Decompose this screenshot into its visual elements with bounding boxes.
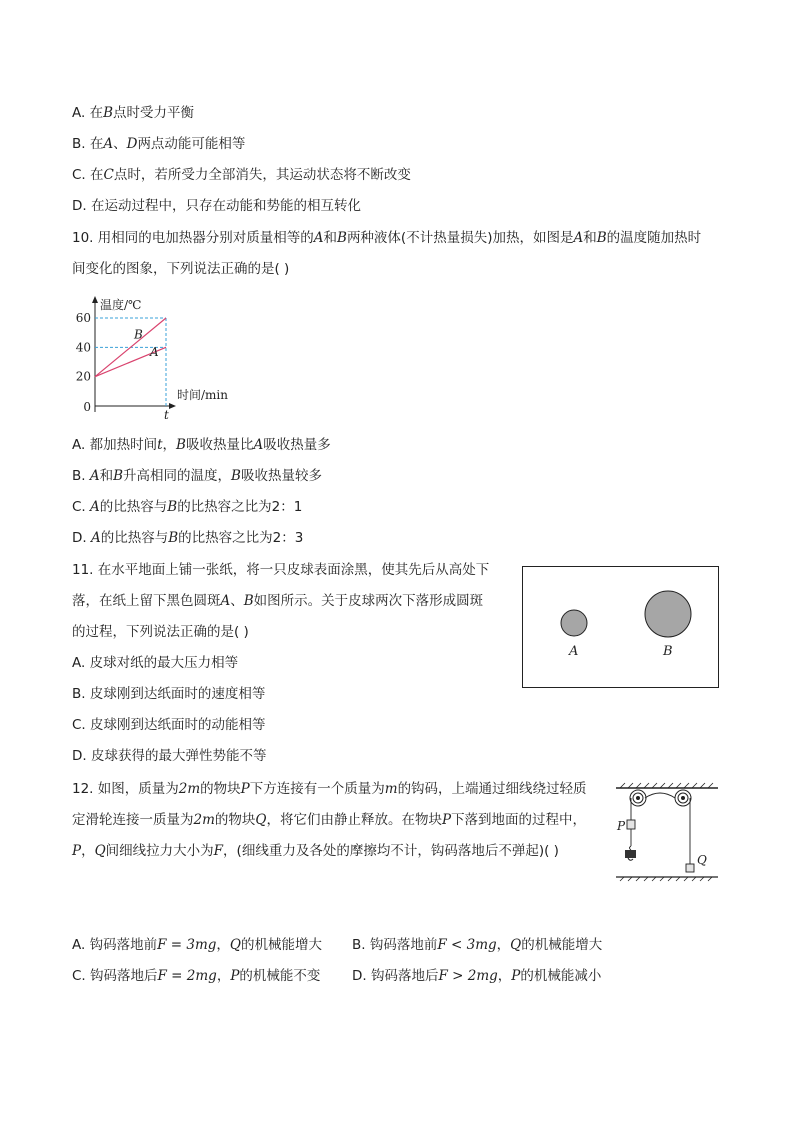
q12-option-c: C. 钩码落地后F = 2mg，P的机械能不变 bbox=[72, 968, 321, 984]
spot-a bbox=[561, 610, 587, 636]
block-q bbox=[686, 864, 694, 872]
q10-option-b: B. A和B升高相同的温度，B吸收热量较多 bbox=[72, 468, 322, 484]
spot-b bbox=[645, 591, 691, 637]
q11-stem-line3: 的过程，下列说法正确的是( ) bbox=[72, 624, 249, 640]
hook-weight bbox=[625, 850, 636, 858]
q10-temperature-chart bbox=[70, 292, 250, 420]
paper-sheet bbox=[523, 567, 719, 688]
chart-x-arrow bbox=[169, 403, 176, 409]
q12-pulley-figure bbox=[612, 780, 722, 886]
label-q: Q bbox=[697, 853, 707, 867]
chart-y-tick-60: 60 bbox=[75, 311, 91, 325]
q12-stem-line2: 定滑轮连接一质量为2m的物块Q，将它们由静止释放。在物块P下落到地面的过程中， bbox=[72, 812, 587, 828]
chart-y-arrow bbox=[92, 296, 98, 303]
label-p: P bbox=[617, 819, 626, 833]
chart-series-label-A: A bbox=[150, 345, 159, 360]
pulley-right bbox=[675, 790, 691, 806]
q12-option-b: B. 钩码落地前F < 3mg，Q的机械能增大 bbox=[352, 937, 603, 953]
q12-stem-line1: 12. 如图，质量为2m的物块P下方连接有一个质量为m的钩码，上端通过细线绕过轻质 bbox=[72, 781, 587, 797]
pulley-left bbox=[630, 790, 646, 806]
q11-stem-line1: 11. 在水平地面上铺一张纸，将一只皮球表面涂黑，使其先后从高处下 bbox=[72, 562, 490, 578]
chart-y-tick-40: 40 bbox=[75, 340, 91, 355]
q9-option-d: D. 在运动过程中，只存在动能和势能的相互转化 bbox=[72, 198, 361, 214]
spot-a-label: A bbox=[569, 644, 579, 659]
q11-option-a: A. 皮球对纸的最大压力相等 bbox=[72, 655, 239, 671]
q12-stem-line3: P，Q间细线拉力大小为F，(细线重力及各处的摩擦均不计，钩码落地后不弹起)( ) bbox=[72, 843, 559, 859]
chart-ylabel: 温度/℃ bbox=[100, 298, 142, 312]
q9-option-b: B. 在A、D两点动能可能相等 bbox=[72, 136, 246, 152]
q11-option-c: C. 皮球刚到达纸面时的动能相等 bbox=[72, 717, 266, 733]
q11-paper-figure bbox=[522, 566, 720, 690]
q12-option-d: D. 钩码落地后F > 2mg，P的机械能减小 bbox=[352, 968, 602, 984]
block-p bbox=[627, 820, 635, 829]
q12-option-a: A. 钩码落地前F = 3mg，Q的机械能增大 bbox=[72, 937, 322, 953]
q10-option-c: C. A的比热容与B的比热容之比为2：1 bbox=[72, 499, 303, 515]
chart-series-label-B: B bbox=[134, 327, 143, 342]
chart-y-tick-20: 20 bbox=[75, 369, 91, 384]
chart-x-tick-t: t bbox=[164, 408, 169, 420]
q11-option-b: B. 皮球刚到达纸面时的速度相等 bbox=[72, 686, 266, 702]
q9-option-a: A. 在B点时受力平衡 bbox=[72, 105, 195, 121]
q10-stem-line1: 10. 用相同的电加热器分别对质量相等的A和B两种液体(不计热量损失)加热，如图是A和B的温度随加热时 bbox=[72, 230, 702, 246]
q11-option-d: D. 皮球获得的最大弹性势能不等 bbox=[72, 748, 267, 764]
chart-xlabel: 时间/min bbox=[177, 388, 228, 402]
q11-stem-line2: 落，在纸上留下黑色圆斑A、B如图所示。关于皮球两次下落形成圆斑 bbox=[72, 593, 484, 609]
q10-option-d: D. A的比热容与B的比热容之比为2：3 bbox=[72, 530, 304, 546]
chart-x-tick-0: 0 bbox=[83, 400, 91, 414]
q9-option-c: C. 在C点时，若所受力全部消失，其运动状态将不断改变 bbox=[72, 167, 411, 183]
q10-option-a: A. 都加热时间t，B吸收热量比A吸收热量多 bbox=[72, 437, 331, 453]
spot-b-label: B bbox=[663, 644, 673, 659]
q10-stem-line2: 间变化的图象，下列说法正确的是( ) bbox=[72, 261, 290, 277]
